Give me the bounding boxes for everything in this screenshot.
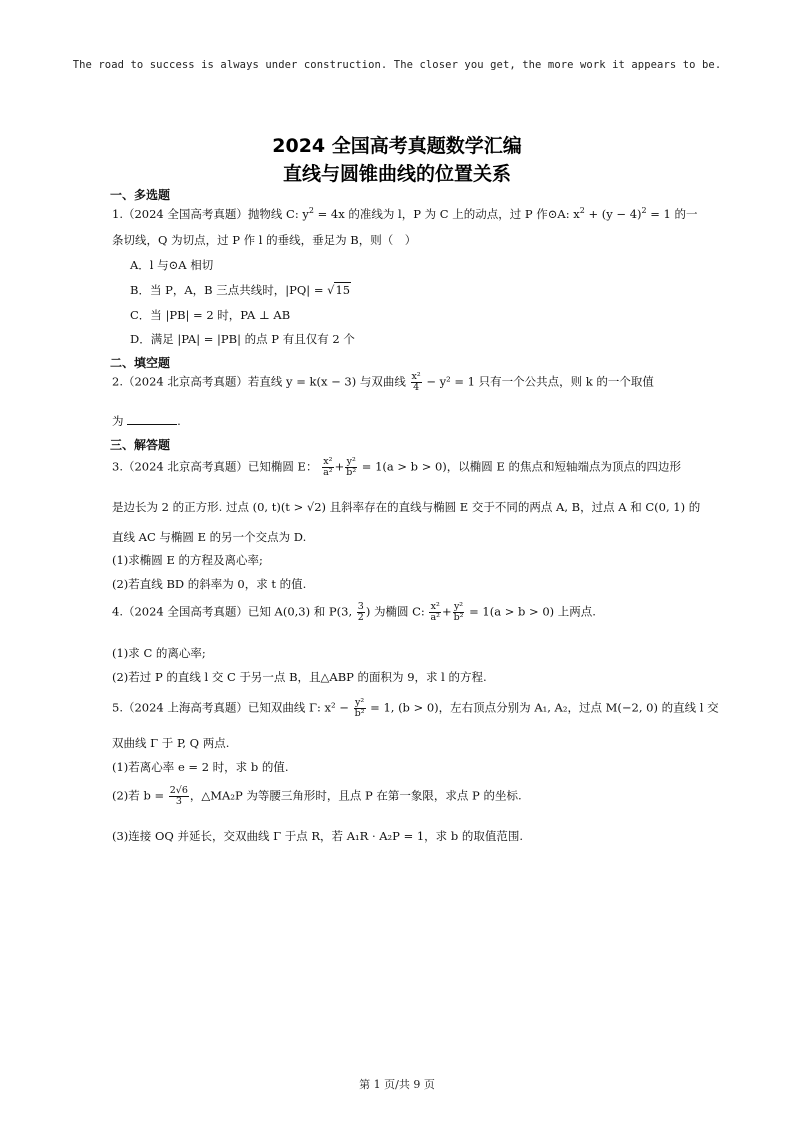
- q4-stem-b: ) 为椭圆 C:: [365, 604, 425, 619]
- q4-stem-a: 4.（2024 全国高考真题）已知 A(0,3) 和 P(3,: [112, 604, 353, 619]
- q3-sub1: (1)求椭圆 E 的方程及离心率;: [112, 553, 263, 567]
- q5-sub2-a: (2)若 b =: [112, 788, 165, 803]
- q1-option-d: D．满足 |PA| = |PB| 的点 P 有且仅有 2 个: [130, 332, 355, 346]
- q3-stem-a: 3.（2024 北京高考真题）已知椭圆 E：: [112, 459, 318, 474]
- q5-sub2: [112, 786, 522, 807]
- q3-sub2: (2)若直线 BD 的斜率为 0，求 t 的值.: [112, 577, 307, 591]
- header-motto: The road to success is always under construction. The closer you get, the more work it appears to be.: [72, 59, 722, 71]
- q4-stem-c: = 1(a > b > 0) 上两点.: [469, 604, 596, 619]
- q1-option-b-radicand: 15: [335, 283, 351, 297]
- q3-frac-2-den: b²: [346, 466, 357, 478]
- page-title: 2024 全国高考真题数学汇编: [272, 135, 522, 157]
- page-subtitle: 直线与圆锥曲线的位置关系: [282, 163, 511, 185]
- q2-stem-a: 2.（2024 北京高考真题）若直线 y = k(x − 3) 与双曲线: [112, 374, 406, 389]
- q4-frac-1-den: a²: [430, 611, 440, 623]
- q4-frac-2: [453, 602, 465, 623]
- q3-stem-line2: 是边长为 2 的正方形. 过点 (0, t)(t > √2) 且斜率存在的直线与椭圆 E 交于不同的两点 A, B，过点 A 和 C(0, 1) 的: [112, 500, 701, 514]
- q4-frac-p: [357, 602, 365, 623]
- q3-frac-2: [345, 457, 357, 478]
- q1-stem-a: 1.（2024 全国高考真题）抛物线 C: y: [112, 207, 309, 221]
- q5-frac-num: y²: [354, 697, 365, 708]
- q5-sub2-frac-den: 3: [175, 795, 182, 807]
- q5-sub2-b: ，△MA₂P 为等腰三角形时，且点 P 在第一象限，求点 P 的坐标.: [189, 788, 522, 803]
- q1-stem-d: = 1 的一: [646, 207, 698, 221]
- q2-answer-blank: [127, 414, 177, 425]
- q1-option-b: [130, 282, 351, 298]
- page-number: 第 1 页/共 9 页: [359, 1078, 435, 1091]
- q4-frac-p-num: 3: [357, 601, 364, 612]
- q4-sub2: (2)若过 P 的直线 l 交 C 于另一点 B，且△ABP 的面积为 9，求 l 的方程.: [112, 670, 487, 684]
- section-heading-solutions: 三、解答题: [110, 438, 171, 452]
- q4-frac-1-num: x²: [430, 601, 440, 612]
- q5-frac-den: b²: [354, 707, 365, 719]
- q2-fraction: [411, 372, 422, 393]
- q4-frac-p-den: 2: [357, 611, 364, 623]
- q5-stem-b: = 1, (b > 0)，左右顶点分别为 A₁, A₂，过点 M(−2, 0) 的直线 l 交: [370, 700, 719, 715]
- q3-frac-2-num: y²: [346, 456, 356, 467]
- q1-stem-line1: 1.（2024 全国高考真题）抛物线 C: $y^2 = 4x$ 的准线为 l，P 为 C 上的动点，过 P 作⊙A: $x^2 + (y - 4)^2 = 1$ 的一: [112, 206, 698, 221]
- q4-frac-2-num: y²: [453, 601, 464, 612]
- q2-stem2-end: .: [177, 414, 181, 428]
- q2-stem2: 为: [112, 414, 124, 428]
- q1-stem-b: = 4x 的准线为 l，P 为 C 上的动点，过 P 作⊙A: x: [313, 207, 580, 221]
- q4-frac-2-den: b²: [453, 611, 464, 623]
- q3-stem-line1: [112, 457, 681, 478]
- q3-stem-line3: 直线 AC 与椭圆 E 的另一个交点为 D.: [112, 530, 307, 544]
- q3-frac-1-num: x²: [323, 456, 333, 467]
- q2-stem-line2: [112, 413, 181, 429]
- q5-sub2-frac-num: 2√6: [169, 785, 188, 796]
- q1-option-c: C．当 |PB| = 2 时，PA ⊥ AB: [130, 308, 291, 322]
- q5-stem-line2: 双曲线 Γ 于 P, Q 两点.: [112, 736, 230, 750]
- q5-stem-a: 5.（2024 上海高考真题）已知双曲线 Γ: x² −: [112, 700, 349, 715]
- q2-frac-num: x²: [411, 371, 421, 382]
- section-heading-multiple-choice: 一、多选题: [110, 188, 171, 202]
- q2-stem-line1: [112, 372, 654, 393]
- q5-sub3: (3)连接 OQ 并延长，交双曲线 Γ 于点 R，若 A₁R · A₂P = 1，求 b 的取值范围.: [112, 829, 523, 843]
- q4-sub1: (1)求 C 的离心率;: [112, 646, 206, 660]
- q4-stem-line1: [112, 602, 596, 623]
- q3-stem-b: = 1(a > b > 0)，以椭圆 E 的焦点和短轴端点为顶点的四边形: [361, 459, 681, 474]
- q5-frac: [354, 698, 366, 719]
- q1-stem-c: + (y − 4): [584, 207, 642, 221]
- q1-option-b-text: B．当 P，A，B 三点共线时，|PQ| = √: [130, 283, 335, 297]
- q5-sub2-frac: [169, 786, 189, 807]
- q2-frac-den: 4: [413, 381, 420, 393]
- section-heading-fill-blank: 二、填空题: [110, 356, 171, 370]
- q5-sub1: (1)若离心率 e = 2 时，求 b 的值.: [112, 760, 289, 774]
- q3-plus: +: [334, 459, 345, 474]
- q4-plus: +: [441, 604, 452, 619]
- q3-frac-1-den: a²: [323, 466, 333, 478]
- q1-stem-line2: 条切线，Q 为切点，过 P 作 l 的垂线，垂足为 B，则（ ）: [112, 233, 417, 247]
- q5-stem-line1: [112, 698, 719, 719]
- q2-stem-b: − y² = 1 只有一个公共点，则 k 的一个取值: [426, 374, 654, 389]
- q3-frac-1: [322, 457, 333, 478]
- q1-option-a: A．l 与⊙A 相切: [130, 258, 214, 272]
- q4-frac-1: [429, 602, 440, 623]
